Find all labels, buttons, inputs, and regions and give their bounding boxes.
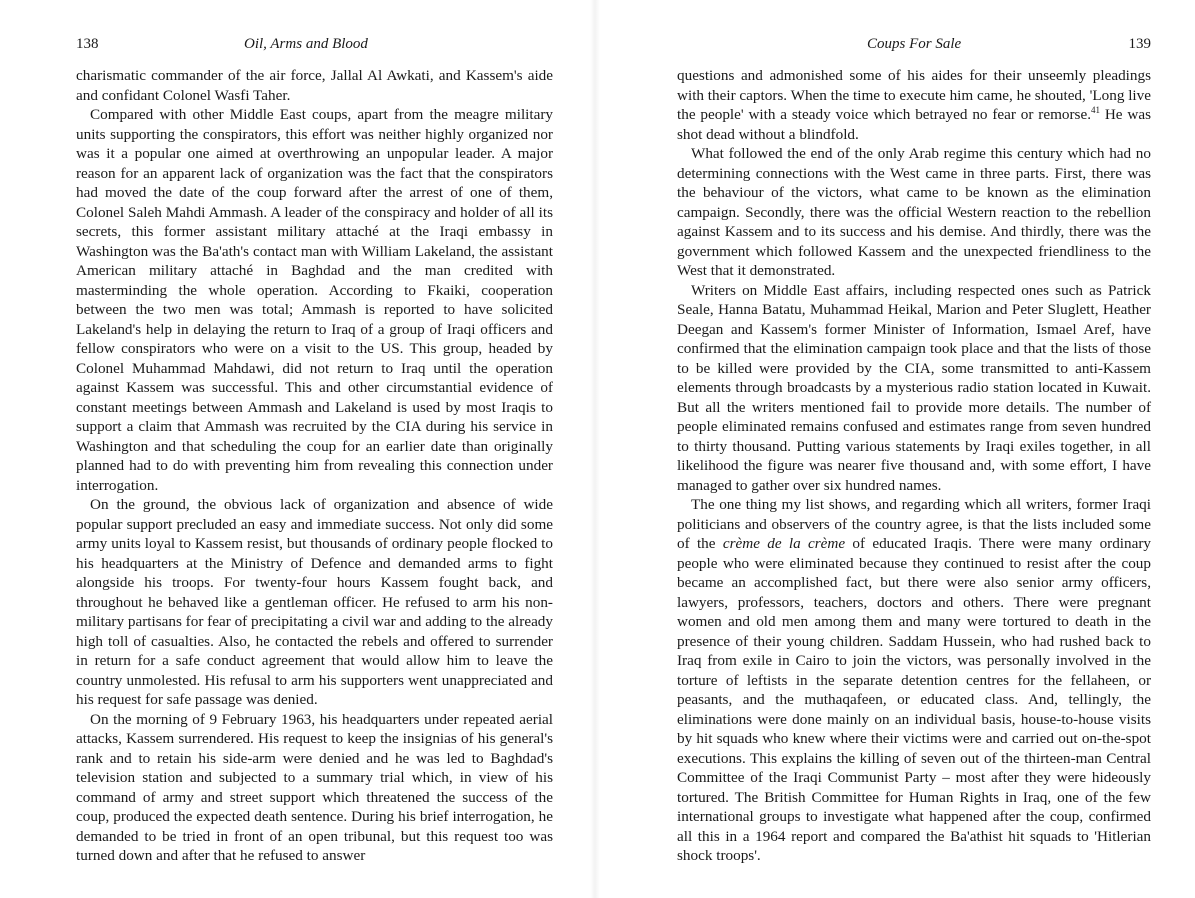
page-number: 139 <box>1128 36 1151 52</box>
paragraph-text: He was shot dead without a blindfold. <box>677 106 1152 143</box>
running-title: Oil, Arms and Blood <box>244 36 368 52</box>
book-gutter <box>590 0 600 898</box>
paragraph: What followed the end of the only Arab regime this century which had no determining connections with the West came in three parts. First, there was the behaviour of the victors, what came to be known as the elimination campaign. Secondly, there was the official Western reaction to the rebellion against Kassem and to its success and his demise. And thirdly, there was the government which followed Kassem and the unexpected friendliness to the West that it demonstrated. <box>677 145 1151 279</box>
left-page-header <box>76 33 552 55</box>
paragraph <box>677 495 1151 866</box>
italic-phrase: crème de la crème <box>722 535 846 552</box>
right-page <box>600 0 1195 898</box>
left-page-body <box>76 66 553 866</box>
paragraph: Compared with other Middle East coups, apart from the meagre military units supporting the conspirators, this effort was neither highly organized nor was it a popular one aimed at overthrowing an unpopular leader. A major reason for an apparent lack of organization was the fact that the conspirators had moved the date of the coup forward after the arrest of one of them, Colonel Saleh Mahdi Ammash. A leader of the conspiracy and holder of all its secrets, this former assistant military attaché at the Iraqi embassy in Washington was the Ba'ath's contact man with William Lakeland, the assistant American military attaché in Baghdad and the man credited with masterminding the whole operation. According to Fkaiki, cooperation between the two men was total; Ammash is reported to have solicited Lakeland's help in delaying the return to Iraq of a group of Iraqi officers and fellow conspirators who were on a visit to the US. This group, headed by Colonel Muhammad Mahdawi, did not return to Iraq until the operation against Kassem was successful. This and other circumstantial evidence of constant meetings between Ammash and Lakeland is used by most Iraqis to support a claim that Ammash was recruited by the CIA during his service in Washington and that scheduling the coup for an earlier date than originally planned had to do with preventing him from revealing this connection under interrogation. <box>76 106 553 494</box>
paragraph: On the ground, the obvious lack of organization and absence of wide popular support precluded an easy and immediate success. Not only did some army units loyal to Kassem resist, but thousands of ordinary people flocked to his headquarters at the Ministry of Defence and demanded arms to fight alongside his troops. For twenty-four hours Kassem fought back, and throughout he behaved like a gentleman officer. He refused to arm his non-military partisans for fear of precipitating a civil war and adding to the already high toll of casualties. Also, he contacted the rebels and offered to surrender in return for a safe conduct agreement that would allow him to leave the country unmolested. His refusal to arm his supporters went unappreciated and his request for safe passage was denied. <box>76 496 553 708</box>
running-title: Coups For Sale <box>867 36 962 52</box>
paragraph-text: of educated Iraqis. There were many ordinary people who were eliminated because they continued to resist after the coup became an accomplished fact, but there were also senior army officers, lawyers, professors, teachers, doctors and others. There were pregnant women and old men among them and many were tortured to death in the presence of their young children. Saddam Hussein, who had rushed back to Iraq from exile in Cairo to join the victors, was personally involved in the torture of leftists in the separate detention centres for the fellaheen, or peasants, and the muthaqafeen, or educated class. And, tellingly, the eliminations were done mainly on an individual basis, house-to-house visits by hit squads who knew where their victims were and carried out on-the-spot executions. This explains the killing of seven out of the thirteen-man Central Committee of the Iraqi Communist Party – most after they were hideously tortured. The British Committee for Human Rights in Iraq, one of the few international groups to investigate what happened after the coup, confirmed all this in a 1964 report and compared the Ba'athist hit squads to 'Hitlerian shock troops'. <box>677 535 1152 864</box>
left-page <box>0 0 590 898</box>
paragraph: On the morning of 9 February 1963, his headquarters under repeated aerial attacks, Kassem surrendered. His request to keep the insignias of his general's rank and to retain his side-arm were denied and he was led to Baghdad's television station and subjected to a summary trial which, in view of his command of army and street support which threatened the success of the coup, produced the expected death sentence. During his brief interrogation, he demanded to be tried in front of an open tribunal, but this request too was turned down and after that he refused to answer <box>76 710 553 864</box>
paragraph-text: questions and admonished some of his aides for their unseemly pleadings with their captors. When the time to execute him came, he shouted, 'Long live the people' with a steady voice which betrayed no fear or remorse. <box>677 67 1151 123</box>
paragraph <box>677 66 1151 144</box>
right-page-body <box>677 66 1151 866</box>
paragraph-text: The one thing my list shows, and regarding which all writers, former Iraqi politicians and observers of the country agree, is that the lists included some of the <box>677 496 1151 552</box>
footnote-marker: 41 <box>1091 104 1100 115</box>
right-page-header <box>677 33 1151 55</box>
paragraph: Writers on Middle East affairs, including respected ones such as Patrick Seale, Hanna Batatu, Muhammad Heikal, Marion and Peter Sluglett, Heather Deegan and Kassem's former Minister of Information, Ismael Aref, have confirmed that the elimination campaign took place and that the lists of those to be killed were provided by the CIA, some transmitted to anti-Kassem elements through broadcasts by a mysterious radio station located in Kuwait. But all the writers mentioned fail to provide more details. The number of people eliminated remains confused and estimates range from seven hundred to thirty thousand. Putting various statements by Iraqi exiles together, in all likelihood the figure was nearer five thousand and, with some effort, I have managed to gather over six hundred names. <box>677 281 1151 494</box>
page-number: 138 <box>76 36 99 52</box>
paragraph: charismatic commander of the air force, Jallal Al Awkati, and Kassem's aide and confidant Colonel Wasfi Taher. <box>76 67 553 104</box>
